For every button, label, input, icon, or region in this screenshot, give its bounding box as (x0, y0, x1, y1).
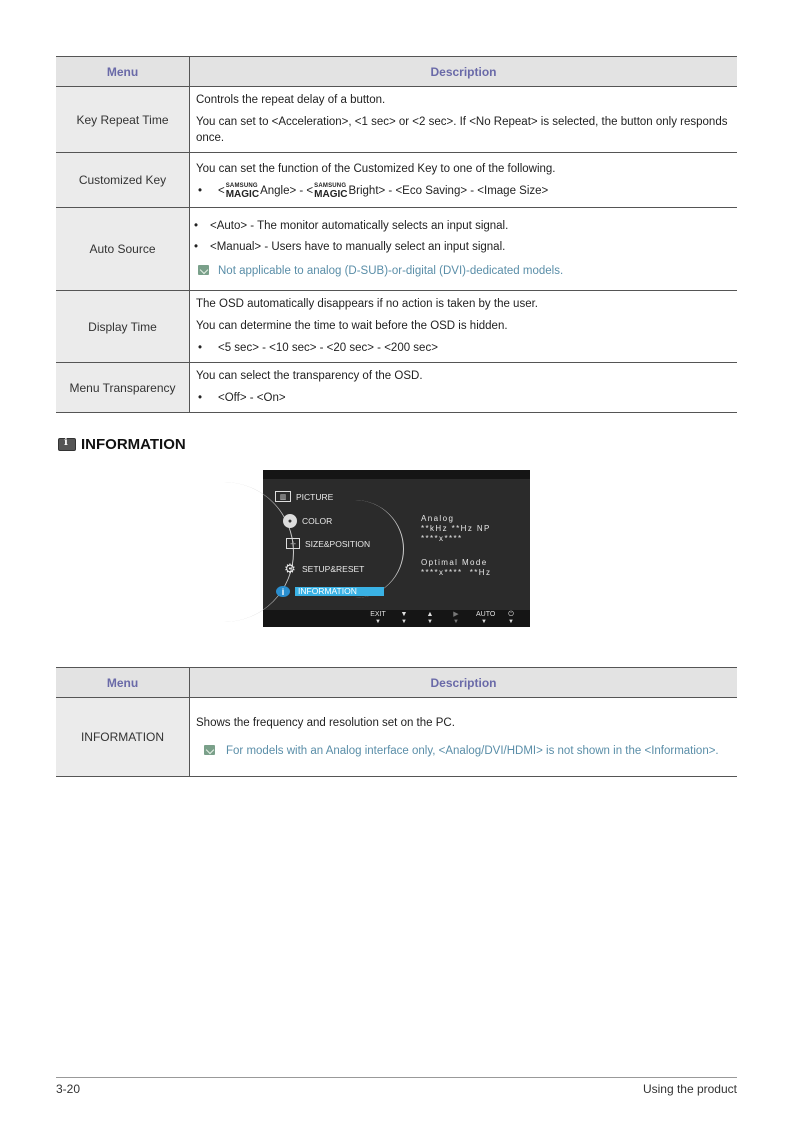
footer-divider (56, 1077, 737, 1078)
osd-optimal-text: Optimal Mode ****x**** **Hz (421, 558, 492, 577)
menu-column-header: Menu (56, 668, 190, 698)
menu-column-header: Menu (56, 57, 190, 87)
info-icon: i (276, 586, 290, 597)
osd-down-button: ▼ ▼ (400, 611, 408, 625)
bullet-text: Bright> - <Eco Saving> - <Image Size> (348, 184, 549, 197)
description-cell (190, 87, 738, 153)
size-position-icon: ⊹ (286, 538, 300, 549)
information-table (56, 667, 737, 777)
description-cell (190, 363, 738, 413)
osd-auto-button: AUTO ▼ (476, 611, 496, 625)
description-text: Shows the frequency and resolution set on the PC. (196, 716, 455, 729)
description-column-header: Description (190, 57, 738, 87)
bullet-item: • <Auto> - The monitor automatically selects an input signal. (194, 220, 509, 232)
description-text: The OSD automatically disappears if no action is taken by the user. (196, 298, 538, 310)
bullet-item: • <5 sec> - <10 sec> - <20 sec> - <200 sec> (198, 342, 438, 354)
bullet-text: < (218, 184, 225, 197)
note-text: Not applicable to analog (D-SUB)-or-digital (DVI)-dedicated models. (218, 265, 564, 277)
samsung-magic-logo: SAMSUNG MAGIC (314, 182, 348, 200)
note-text: For models with an Analog interface only, <Analog/DVI/HDMI> is not shown in the <Information>. (226, 744, 719, 757)
description-text: You can set to <Acceleration>, <1 sec> or <2 sec>. If <No Repeat> is selected, the button only responds once. (196, 116, 728, 144)
osd-menu-item-setup-reset: ⚙ SETUP&RESET (284, 561, 365, 576)
note-icon (198, 265, 209, 275)
section-title-text: INFORMATION (81, 436, 186, 453)
osd-info-text: Analog **kHz **Hz NP ****x**** (421, 514, 491, 543)
menu-cell: Key Repeat Time (56, 87, 190, 153)
menu-cell: Display Time (56, 291, 190, 363)
menu-cell: Menu Transparency (56, 363, 190, 413)
description-cell (190, 153, 738, 208)
description-text: You can select the transparency of the OSD. (196, 370, 423, 382)
table-row (56, 698, 737, 777)
information-icon (58, 438, 76, 451)
bullet-text: Angle> - < (260, 184, 314, 197)
bullet-dot: • (198, 184, 203, 197)
osd-menu-item-color: ● COLOR (283, 514, 332, 528)
description-text: You can determine the time to wait before the OSD is hidden. (196, 320, 508, 332)
table-row (56, 291, 737, 363)
osd-exit-button: EXIT ▼ (370, 611, 386, 625)
bullet-item: • <Manual> - Users have to manually select an input signal. (194, 241, 506, 253)
description-cell (190, 291, 738, 363)
menu-cell: INFORMATION (56, 698, 190, 777)
table-row (56, 153, 737, 208)
osd-menu-item-picture: ▥ PICTURE (275, 491, 333, 502)
description-text: You can set the function of the Customized Key to one of the following. (196, 162, 556, 175)
osd-top-bar (263, 470, 530, 479)
page-number: 3-20 (56, 1082, 81, 1096)
section-heading (58, 436, 186, 453)
picture-icon: ▥ (275, 491, 291, 502)
description-cell (190, 698, 738, 777)
osd-screenshot (263, 470, 530, 627)
osd-up-button: ▲ ▼ (426, 611, 434, 625)
menu-cell: Customized Key (56, 153, 190, 208)
osd-menu-arc (203, 482, 294, 622)
table-row (56, 208, 737, 291)
settings-table (56, 56, 737, 413)
osd-menu-item-size-position: ⊹ SIZE&POSITION (286, 538, 370, 549)
osd-power-button: ⏻ ▼ (508, 611, 514, 625)
palette-icon: ● (283, 514, 297, 528)
description-cell (190, 208, 738, 291)
chapter-title: Using the product (642, 1082, 737, 1096)
osd-button-bar (263, 610, 530, 627)
table-row (56, 87, 737, 153)
osd-info-arc (351, 500, 404, 598)
gear-icon: ⚙ (284, 561, 296, 576)
osd-enter-button: ▶ ▼ (453, 611, 459, 625)
samsung-magic-logo: SAMSUNG MAGIC (225, 182, 260, 200)
menu-cell: Auto Source (56, 208, 190, 291)
note (192, 263, 731, 279)
osd-menu-item-information: i INFORMATION (276, 586, 384, 597)
note (196, 743, 731, 759)
description-column-header: Description (190, 668, 738, 698)
description-text: Controls the repeat delay of a button. (196, 94, 386, 106)
bullet-item: • <Off> - <On> (198, 392, 286, 404)
table-row (56, 363, 737, 413)
bullet-item (196, 183, 731, 199)
note-icon (204, 745, 215, 755)
